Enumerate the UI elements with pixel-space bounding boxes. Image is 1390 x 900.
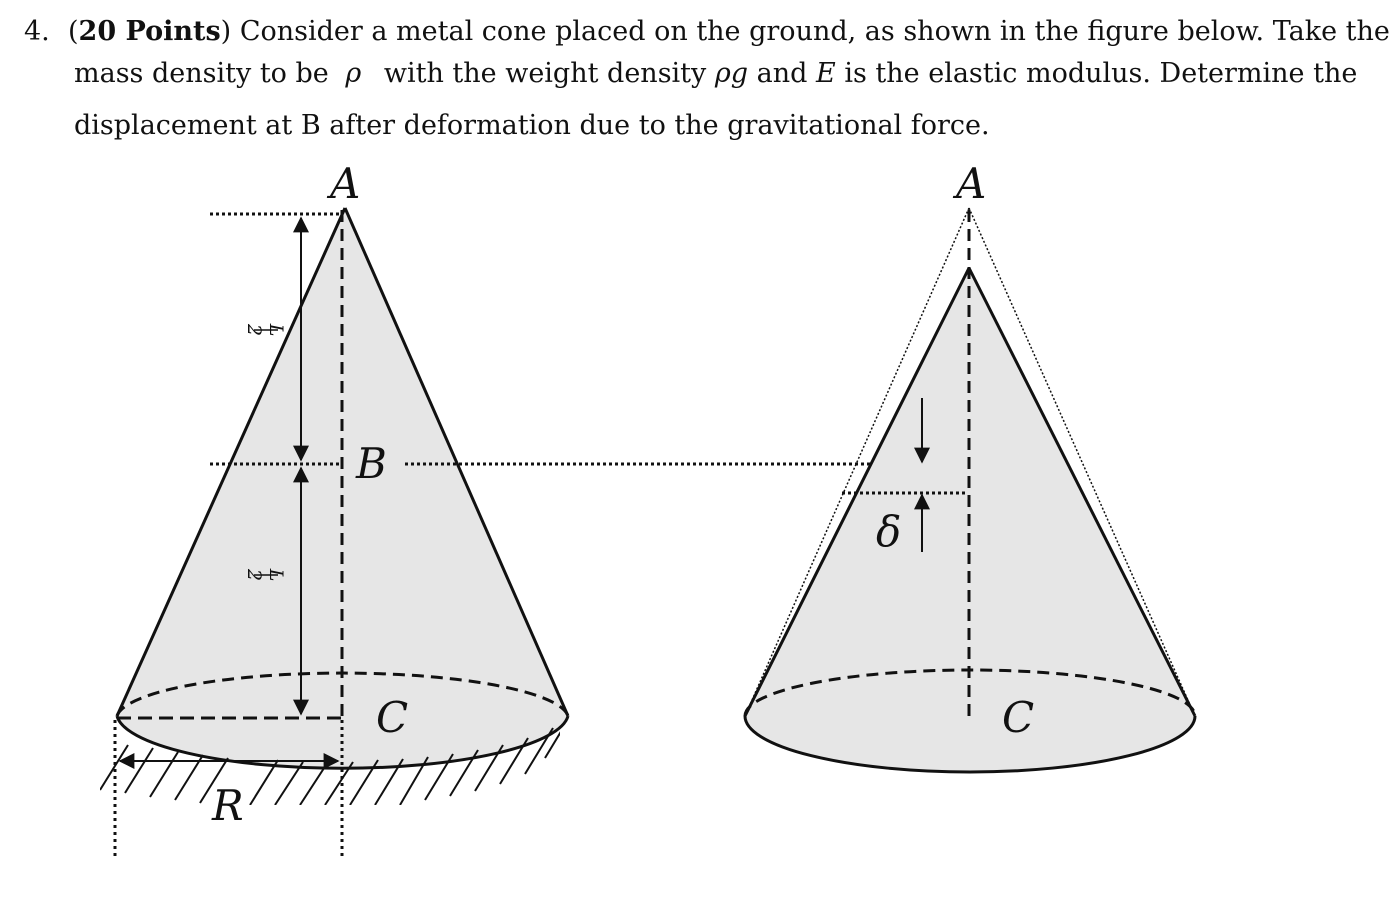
radius-label: R (212, 781, 244, 830)
right-apex-label: A (956, 159, 987, 208)
upper-half-length-label (243, 323, 287, 337)
left-cone (100, 159, 568, 856)
text-mass-density: mass density to be (74, 58, 329, 89)
text-elastic-modulus: is the elastic modulus. Determine the (844, 58, 1358, 89)
text-displacement: displacement at B after deformation due to the gravitational force. (74, 110, 990, 141)
upper-fraction-numerator: L (265, 323, 287, 337)
rho-symbol: ρ (345, 58, 362, 89)
points-close: ) (220, 16, 232, 47)
upper-fraction-denominator: 2 (243, 323, 265, 337)
elastic-modulus-symbol: E (816, 58, 836, 89)
problem-number: 4. (24, 16, 50, 47)
right-cone (745, 159, 1195, 772)
points-open: ( (68, 16, 79, 47)
points-label: 20 Points (78, 16, 221, 47)
right-base-label: C (1002, 693, 1035, 742)
text-weight-density: with the weight density (383, 58, 707, 89)
lower-fraction-denominator: 2 (243, 568, 265, 582)
left-base-label: C (376, 693, 409, 742)
lower-fraction-numerator: L (265, 568, 287, 582)
text-and: and (756, 58, 808, 89)
lower-half-length-label (243, 568, 287, 582)
problem-line-1-text: Consider a metal cone placed on the ground, as shown in the figure below. Take the (239, 16, 1390, 47)
point-b-label: B (356, 439, 387, 488)
delta-label: δ (876, 507, 902, 556)
rho-g-symbol: ρg (714, 58, 749, 89)
left-apex-label: A (330, 159, 361, 208)
